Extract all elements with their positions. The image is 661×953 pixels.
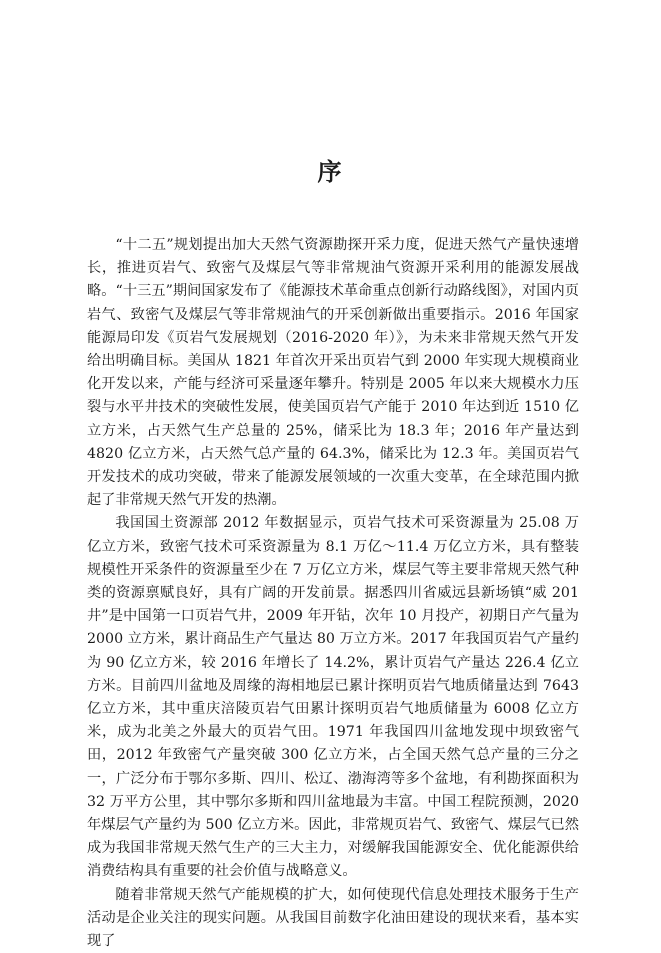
paragraph-2: 我国国土资源部 2012 年数据显示，页岩气技术可采资源量为 25.08 万亿立方米，致密气技术可采资源量为 8.1 万亿～11.4 万亿立方米，具有整装规模性开采条件的资源量至少在 7 万亿立方米，煤层气等主要非常规天然气种类的资源禀赋良好，具有广阔的开发前景。据悉四川省威远县新场镇“威 201 井”是中国第一口页岩气井，2009 年开钻，次年 10 月投产，初期日产气量为 2000 立方米，累计商品生产气量达 80 万立方米。2017 年我国页岩气产量约为 90 亿立方米，较 2016 年增长了 14.2%，累计页岩气产量达 226.4 亿立方米。目前四川盆地及周缘的海相地层已累计探明页岩气地质储量达到 7643 亿立方米，其中重庆涪陵页岩气田累计探明页岩气地质储量为 6008 亿立方米，成为北美之外最大的页岩气田。1971 年我国四川盆地发现中坝致密气田，2012 年致密气产量突破 300 亿立方米，占全国天然气总产量的三分之一，广泛分布于鄂尔多斯、四川、松辽、渤海湾等多个盆地，有利勘探面积为 32 万平方公里，其中鄂尔多斯和四川盆地最为丰富。中国工程院预测，2020 年煤层气产量约为 500 亿立方米。因此，非常规页岩气、致密气、煤层气已然成为我国非常规天然气生产的三大主力，对缓解我国能源安全、优化能源供给消费结构具有重要的社会价值与战略意义。 [87,515,579,880]
paragraph-3: 随着非常规天然气产能规模的扩大，如何使现代信息处理技术服务于生产活动是企业关注的现实问题。从我国目前数字化油田建设的现状来看，基本实现了 [87,886,579,950]
paragraph-1: “十二五”规划提出加大天然气资源勘探开采力度，促进天然气产量快速增长，推进页岩气、致密气及煤层气等非常规油气资源开采利用的能源发展战略。“十三五”期间国家发布了《能源技术革命重点创新行动路线图》，对国内页岩气、致密气及煤层气等非常规油气的开采创新做出重要指示。2016 年国家能源局印发《页岩气发展规划（2016-2020 年）》，为未来非常规天然气开发给出明确目标。美国从 1821 年首次开采出页岩气到 2000 年实现大规模商业化开发以来，产能与经济可采量逐年攀升。特别是 2005 年以来大规模水力压裂与水平井技术的突破性发展，使美国页岩气产能于 2010 年达到近 1510 亿立方米，占天然气生产总量的 25%，储采比为 18.3 年；2016 年产量达到 4820 亿立方米，占天然气总产量的 64.3%，储采比为 12.3 年。美国页岩气开发技术的成功突破，带来了能源发展领域的一次重大变革，在全球范围内掀起了非常规天然气开发的热潮。 [87,237,579,509]
page-title: 序 [317,157,344,186]
body-text [87,234,579,953]
